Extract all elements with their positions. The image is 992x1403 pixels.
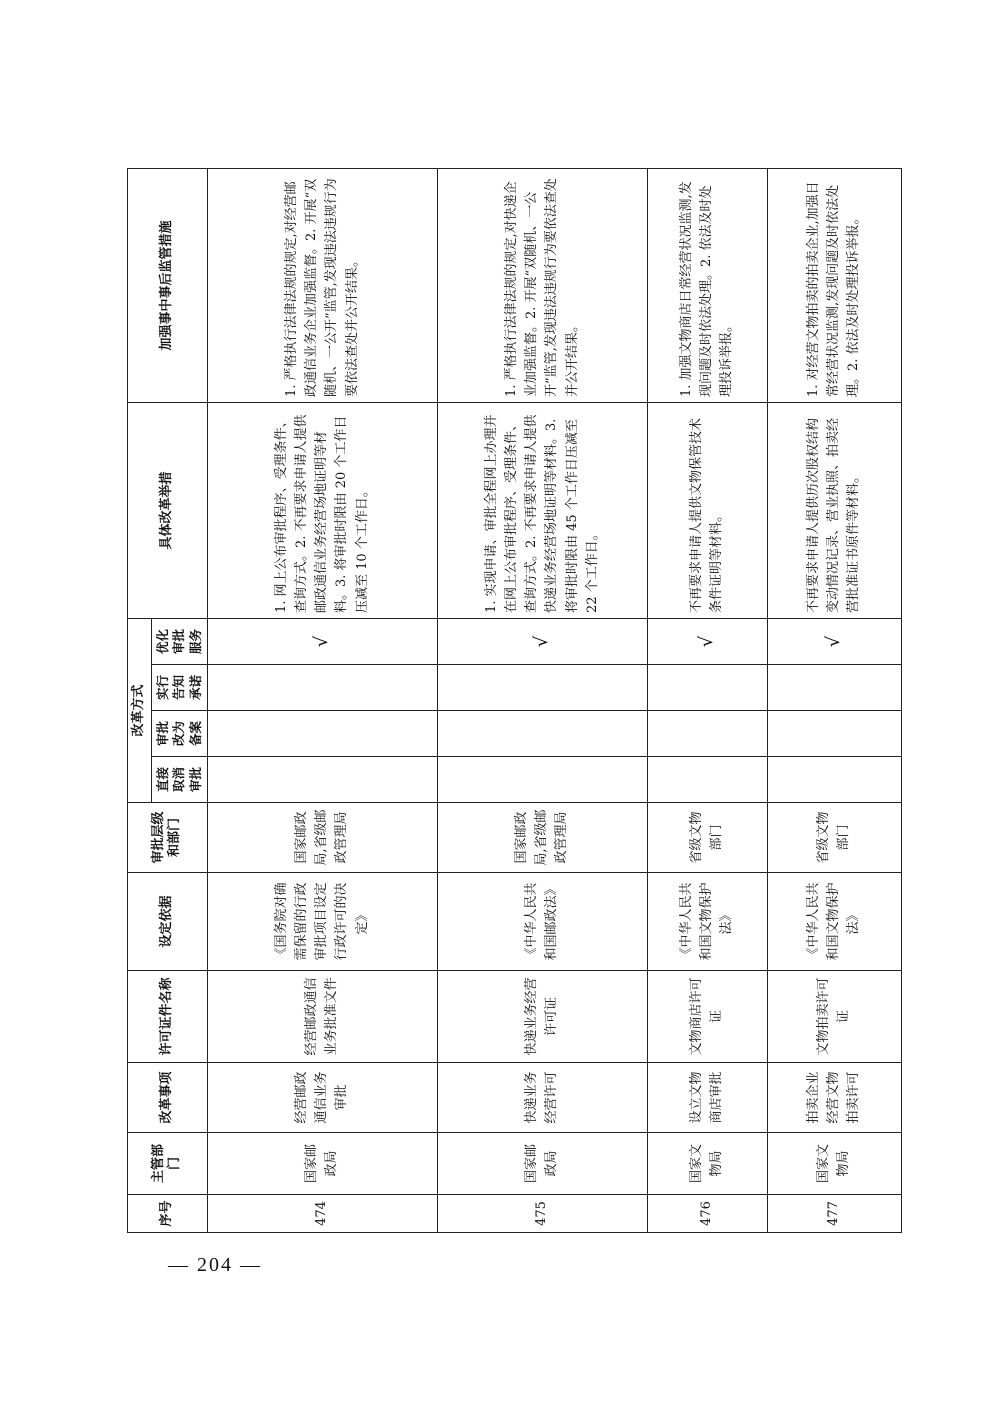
header-basis: 设定依据 — [128, 873, 208, 971]
cell-mode-cancel — [767, 757, 901, 803]
header-mode-cancel: 直接取消审批 — [151, 757, 207, 803]
table-row — [647, 168, 767, 1232]
header-seq: 序号 — [128, 1195, 208, 1233]
header-mode-notify: 实行告知承诺 — [151, 665, 207, 711]
cell-measures: 1. 实现申请、审批全程网上办理并在网上公布审批程序、受理条件、查询方式。2. 不再要求申请人提供快递业务经营场地证明等材料。3. 将审批时限由 45 个工作日压减至 22 个工作日。 — [437, 402, 647, 618]
header-mode-group: 改革方式 — [128, 618, 152, 802]
header-mode-record: 审批改为备案 — [151, 711, 207, 757]
cell-level: 省级文物部门 — [767, 803, 901, 873]
cell-item: 经营邮政通信业务审批 — [207, 1063, 437, 1133]
header-measures: 具体改革举措 — [128, 402, 208, 618]
cell-level: 省级文物部门 — [647, 803, 767, 873]
cell-mode-notify — [437, 665, 647, 711]
cell-supervision: 1. 严格执行法律法规的规定,对经营邮政通信业务企业加强监督。2. 开展“双随机、一公开”监管,发现违法违规行为要依法查处并公开结果。 — [207, 168, 437, 402]
cell-mode-optimize-check: √ — [767, 618, 901, 664]
header-mode-optimize: 优化审批服务 — [151, 618, 207, 664]
cell-level: 国家邮政局,省级邮政管理局 — [437, 803, 647, 873]
cell-mode-cancel — [647, 757, 767, 803]
cell-seq: 476 — [647, 1195, 767, 1233]
header-item: 改革事项 — [128, 1063, 208, 1133]
page-number: — 204 — — [168, 1254, 262, 1276]
cell-supervision: 1. 加强文物商店日常经营状况监测,发现问题及时依法处理。2. 依法及时处理投诉举报。 — [647, 168, 767, 402]
cell-seq: 474 — [207, 1195, 437, 1233]
cell-measures: 不再要求申请人提供文物保管技术条件证明等材料。 — [647, 402, 767, 618]
cell-mode-record — [207, 711, 437, 757]
cell-supervision: 1. 对经营文物拍卖的拍卖企业,加强日常经营状况监测,发现问题及时依法处理。2. 依法及时处理投诉举报。 — [767, 168, 901, 402]
cell-dept: 国家文物局 — [767, 1133, 901, 1195]
table-row — [767, 168, 901, 1232]
cell-dept: 国家邮政局 — [207, 1133, 437, 1195]
cell-mode-optimize-check: √ — [437, 618, 647, 664]
table-row — [207, 168, 437, 1232]
header-dept: 主管部门 — [128, 1133, 208, 1195]
rotated-table-container — [127, 169, 865, 1233]
cell-measures: 不再要求申请人提供历次股权结构变动情况记录、营业执照、拍卖经营批准证书原件等材料。 — [767, 402, 901, 618]
header-level: 审批层级和部门 — [128, 803, 208, 873]
table-row — [437, 168, 647, 1232]
cell-mode-record — [647, 711, 767, 757]
cell-license: 文物商店许可证 — [647, 971, 767, 1063]
cell-mode-notify — [647, 665, 767, 711]
cell-item: 设立文物商店审批 — [647, 1063, 767, 1133]
reform-table — [127, 168, 902, 1233]
cell-dept: 国家文物局 — [647, 1133, 767, 1195]
cell-license: 经营邮政通信业务批准文件 — [207, 971, 437, 1063]
cell-seq: 477 — [767, 1195, 901, 1233]
cell-mode-record — [767, 711, 901, 757]
cell-item: 快递业务经营许可 — [437, 1063, 647, 1133]
cell-license: 快递业务经营许可证 — [437, 971, 647, 1063]
cell-seq: 475 — [437, 1195, 647, 1233]
cell-mode-optimize-check: √ — [207, 618, 437, 664]
rotated-table-frame — [127, 169, 865, 1233]
cell-basis: 《中华人民共和国文物保护法》 — [767, 873, 901, 971]
cell-license: 文物拍卖许可证 — [767, 971, 901, 1063]
header-license: 许可证件名称 — [128, 971, 208, 1063]
cell-mode-notify — [207, 665, 437, 711]
cell-item: 拍卖企业经营文物拍卖许可 — [767, 1063, 901, 1133]
cell-level: 国家邮政局,省级邮政管理局 — [207, 803, 437, 873]
cell-dept: 国家邮政局 — [437, 1133, 647, 1195]
cell-supervision: 1. 严格执行法律法规的规定,对快递企业加强监督。2. 开展“双随机、一公开”监管,发现违法违规行为要依法查处并公开结果。 — [437, 168, 647, 402]
cell-mode-cancel — [207, 757, 437, 803]
cell-mode-notify — [767, 665, 901, 711]
cell-basis: 《中华人民共和国文物保护法》 — [647, 873, 767, 971]
header-supervision: 加强事中事后监管措施 — [128, 168, 208, 402]
cell-mode-optimize-check: √ — [647, 618, 767, 664]
cell-measures: 1. 网上公布审批程序、受理条件、查询方式。2. 不再要求申请人提供邮政通信业务经营场地证明等材料。3. 将审批时限由 20 个工作日压减至 10 个工作日。 — [207, 402, 437, 618]
cell-mode-cancel — [437, 757, 647, 803]
cell-basis: 《中华人民共和国邮政法》 — [437, 873, 647, 971]
cell-mode-record — [437, 711, 647, 757]
cell-basis: 《国务院对确需保留的行政审批项目设定行政许可的决定》 — [207, 873, 437, 971]
